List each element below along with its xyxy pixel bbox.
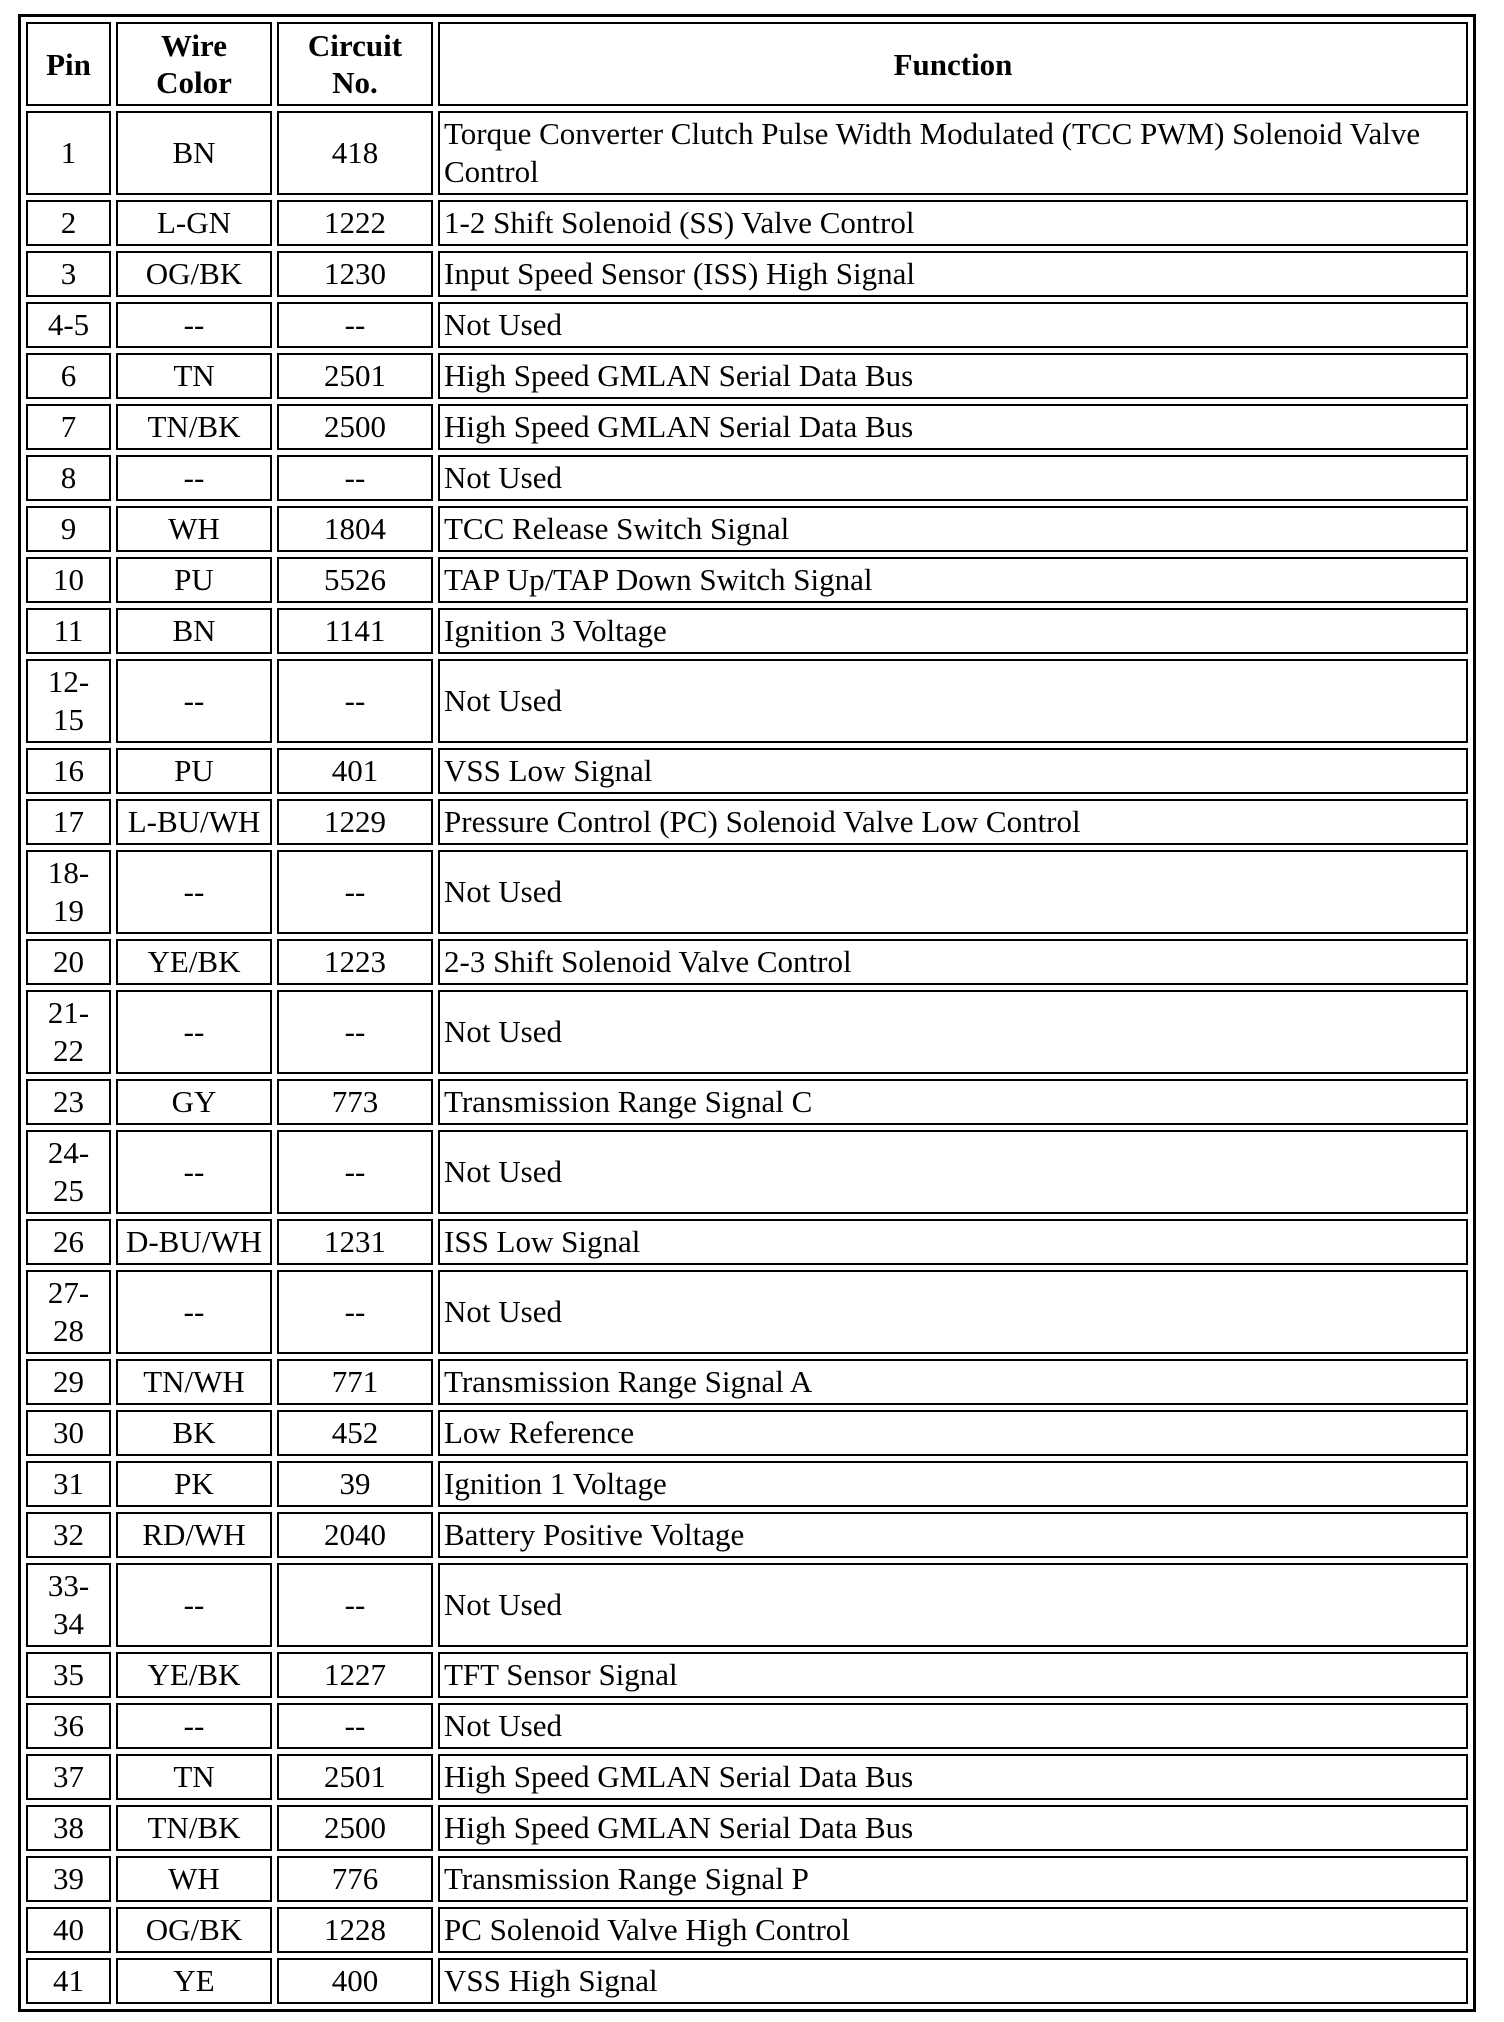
cell-pin: 23	[26, 1079, 111, 1125]
table-row	[26, 1805, 1468, 1851]
cell-wire-color: --	[116, 302, 272, 348]
cell-function: Input Speed Sensor (ISS) High Signal	[438, 251, 1468, 297]
cell-wire-color: --	[116, 1703, 272, 1749]
header-function: Function	[438, 22, 1468, 106]
cell-function: High Speed GMLAN Serial Data Bus	[438, 404, 1468, 450]
cell-wire-color: BN	[116, 608, 272, 654]
header-wire-color	[116, 22, 272, 106]
pinout-table-container	[18, 14, 1476, 2012]
cell-function: Not Used	[438, 850, 1468, 934]
cell-function: Transmission Range Signal C	[438, 1079, 1468, 1125]
cell-function: Transmission Range Signal A	[438, 1359, 1468, 1405]
table-row	[26, 404, 1468, 450]
cell-wire-color: OG/BK	[116, 1907, 272, 1953]
pinout-table	[18, 14, 1476, 2012]
cell-wire-color: TN/WH	[116, 1359, 272, 1405]
table-header-row	[26, 22, 1468, 106]
table-row	[26, 1563, 1468, 1647]
cell-wire-color: TN/BK	[116, 1805, 272, 1851]
cell-wire-color: YE/BK	[116, 1652, 272, 1698]
cell-pin: 31	[26, 1461, 111, 1507]
cell-pin: 29	[26, 1359, 111, 1405]
header-wire-color-label: Wire Color	[156, 28, 232, 100]
table-row	[26, 302, 1468, 348]
cell-function: High Speed GMLAN Serial Data Bus	[438, 1754, 1468, 1800]
table-row	[26, 659, 1468, 743]
cell-function: High Speed GMLAN Serial Data Bus	[438, 1805, 1468, 1851]
cell-function: 2-3 Shift Solenoid Valve Control	[438, 939, 1468, 985]
table-row	[26, 1270, 1468, 1354]
table-row	[26, 1461, 1468, 1507]
cell-pin: 32	[26, 1512, 111, 1558]
cell-wire-color: L-GN	[116, 200, 272, 246]
cell-wire-color: --	[116, 990, 272, 1074]
cell-wire-color: TN	[116, 1754, 272, 1800]
table-row	[26, 1512, 1468, 1558]
cell-function: Not Used	[438, 1130, 1468, 1214]
cell-circuit-no: 1231	[277, 1219, 433, 1265]
table-row	[26, 850, 1468, 934]
cell-wire-color: WH	[116, 506, 272, 552]
cell-circuit-no: 2500	[277, 1805, 433, 1851]
cell-wire-color: TN/BK	[116, 404, 272, 450]
cell-pin: 40	[26, 1907, 111, 1953]
cell-circuit-no: 2501	[277, 1754, 433, 1800]
cell-function: Low Reference	[438, 1410, 1468, 1456]
cell-pin: 27-28	[26, 1270, 111, 1354]
header-circuit-no	[277, 22, 433, 106]
cell-pin: 26	[26, 1219, 111, 1265]
cell-circuit-no: --	[277, 302, 433, 348]
cell-circuit-no: 1223	[277, 939, 433, 985]
cell-circuit-no: 39	[277, 1461, 433, 1507]
cell-pin: 9	[26, 506, 111, 552]
cell-wire-color: L-BU/WH	[116, 799, 272, 845]
table-row	[26, 506, 1468, 552]
cell-wire-color: OG/BK	[116, 251, 272, 297]
cell-function: Pressure Control (PC) Solenoid Valve Low Control	[438, 799, 1468, 845]
cell-wire-color: YE/BK	[116, 939, 272, 985]
cell-circuit-no: --	[277, 1130, 433, 1214]
cell-circuit-no: --	[277, 1703, 433, 1749]
cell-pin: 4-5	[26, 302, 111, 348]
cell-circuit-no: 1229	[277, 799, 433, 845]
cell-circuit-no: 418	[277, 111, 433, 195]
table-row	[26, 939, 1468, 985]
cell-circuit-no: --	[277, 1270, 433, 1354]
cell-function: Not Used	[438, 1703, 1468, 1749]
cell-function: Not Used	[438, 302, 1468, 348]
cell-function: Transmission Range Signal P	[438, 1856, 1468, 1902]
cell-pin: 3	[26, 251, 111, 297]
cell-circuit-no: 401	[277, 748, 433, 794]
cell-wire-color: --	[116, 1130, 272, 1214]
cell-circuit-no: 1227	[277, 1652, 433, 1698]
cell-function: High Speed GMLAN Serial Data Bus	[438, 353, 1468, 399]
cell-function: TCC Release Switch Signal	[438, 506, 1468, 552]
cell-wire-color: --	[116, 1563, 272, 1647]
cell-circuit-no: --	[277, 850, 433, 934]
table-row	[26, 748, 1468, 794]
table-row	[26, 1754, 1468, 1800]
table-row	[26, 111, 1468, 195]
cell-wire-color: D-BU/WH	[116, 1219, 272, 1265]
cell-pin: 12-15	[26, 659, 111, 743]
cell-function: Not Used	[438, 1270, 1468, 1354]
cell-function: Not Used	[438, 455, 1468, 501]
table-row	[26, 1130, 1468, 1214]
cell-wire-color: GY	[116, 1079, 272, 1125]
table-row	[26, 557, 1468, 603]
table-row	[26, 1410, 1468, 1456]
cell-function: TAP Up/TAP Down Switch Signal	[438, 557, 1468, 603]
cell-circuit-no: --	[277, 659, 433, 743]
cell-pin: 18-19	[26, 850, 111, 934]
table-row	[26, 1958, 1468, 2004]
cell-circuit-no: 773	[277, 1079, 433, 1125]
cell-wire-color: --	[116, 850, 272, 934]
cell-pin: 8	[26, 455, 111, 501]
cell-circuit-no: 1228	[277, 1907, 433, 1953]
cell-pin: 33-34	[26, 1563, 111, 1647]
cell-function: VSS High Signal	[438, 1958, 1468, 2004]
cell-function: ISS Low Signal	[438, 1219, 1468, 1265]
table-row	[26, 200, 1468, 246]
table-row	[26, 1703, 1468, 1749]
cell-pin: 7	[26, 404, 111, 450]
cell-circuit-no: --	[277, 1563, 433, 1647]
cell-circuit-no: 2040	[277, 1512, 433, 1558]
cell-function: Torque Converter Clutch Pulse Width Modulated (TCC PWM) Solenoid Valve Control	[438, 111, 1468, 195]
cell-wire-color: --	[116, 1270, 272, 1354]
table-row	[26, 1652, 1468, 1698]
cell-wire-color: BN	[116, 111, 272, 195]
table-row	[26, 1907, 1468, 1953]
table-row	[26, 799, 1468, 845]
cell-circuit-no: 2501	[277, 353, 433, 399]
cell-circuit-no: 2500	[277, 404, 433, 450]
cell-wire-color: YE	[116, 1958, 272, 2004]
cell-circuit-no: 5526	[277, 557, 433, 603]
table-row	[26, 1359, 1468, 1405]
cell-pin: 11	[26, 608, 111, 654]
cell-function: VSS Low Signal	[438, 748, 1468, 794]
cell-pin: 2	[26, 200, 111, 246]
cell-function: Battery Positive Voltage	[438, 1512, 1468, 1558]
cell-circuit-no: 1230	[277, 251, 433, 297]
cell-wire-color: BK	[116, 1410, 272, 1456]
table-row	[26, 353, 1468, 399]
table-row	[26, 455, 1468, 501]
table-row	[26, 990, 1468, 1074]
table-row	[26, 1079, 1468, 1125]
cell-pin: 6	[26, 353, 111, 399]
cell-function: TFT Sensor Signal	[438, 1652, 1468, 1698]
header-circuit-no-label: Circuit No.	[307, 28, 403, 100]
cell-pin: 35	[26, 1652, 111, 1698]
cell-circuit-no: 1222	[277, 200, 433, 246]
cell-circuit-no: 771	[277, 1359, 433, 1405]
cell-function: Not Used	[438, 1563, 1468, 1647]
cell-circuit-no: 1141	[277, 608, 433, 654]
table-row	[26, 608, 1468, 654]
cell-pin: 10	[26, 557, 111, 603]
cell-function: Not Used	[438, 659, 1468, 743]
cell-pin: 1	[26, 111, 111, 195]
cell-pin: 17	[26, 799, 111, 845]
cell-wire-color: --	[116, 455, 272, 501]
cell-pin: 38	[26, 1805, 111, 1851]
cell-pin: 36	[26, 1703, 111, 1749]
cell-pin: 20	[26, 939, 111, 985]
table-row	[26, 1856, 1468, 1902]
table-row	[26, 251, 1468, 297]
cell-function: Ignition 1 Voltage	[438, 1461, 1468, 1507]
cell-pin: 39	[26, 1856, 111, 1902]
cell-circuit-no: --	[277, 990, 433, 1074]
cell-function: Ignition 3 Voltage	[438, 608, 1468, 654]
header-pin: Pin	[26, 22, 111, 106]
cell-circuit-no: 1804	[277, 506, 433, 552]
table-body	[26, 111, 1468, 2004]
cell-circuit-no: 400	[277, 1958, 433, 2004]
cell-circuit-no: --	[277, 455, 433, 501]
cell-circuit-no: 452	[277, 1410, 433, 1456]
cell-circuit-no: 776	[277, 1856, 433, 1902]
cell-pin: 16	[26, 748, 111, 794]
cell-pin: 41	[26, 1958, 111, 2004]
cell-function: PC Solenoid Valve High Control	[438, 1907, 1468, 1953]
cell-pin: 24-25	[26, 1130, 111, 1214]
cell-wire-color: TN	[116, 353, 272, 399]
cell-wire-color: --	[116, 659, 272, 743]
cell-wire-color: PK	[116, 1461, 272, 1507]
cell-wire-color: WH	[116, 1856, 272, 1902]
table-row	[26, 1219, 1468, 1265]
cell-wire-color: PU	[116, 557, 272, 603]
cell-function: Not Used	[438, 990, 1468, 1074]
cell-function: 1-2 Shift Solenoid (SS) Valve Control	[438, 200, 1468, 246]
cell-pin: 37	[26, 1754, 111, 1800]
cell-wire-color: RD/WH	[116, 1512, 272, 1558]
cell-wire-color: PU	[116, 748, 272, 794]
cell-pin: 30	[26, 1410, 111, 1456]
cell-pin: 21-22	[26, 990, 111, 1074]
